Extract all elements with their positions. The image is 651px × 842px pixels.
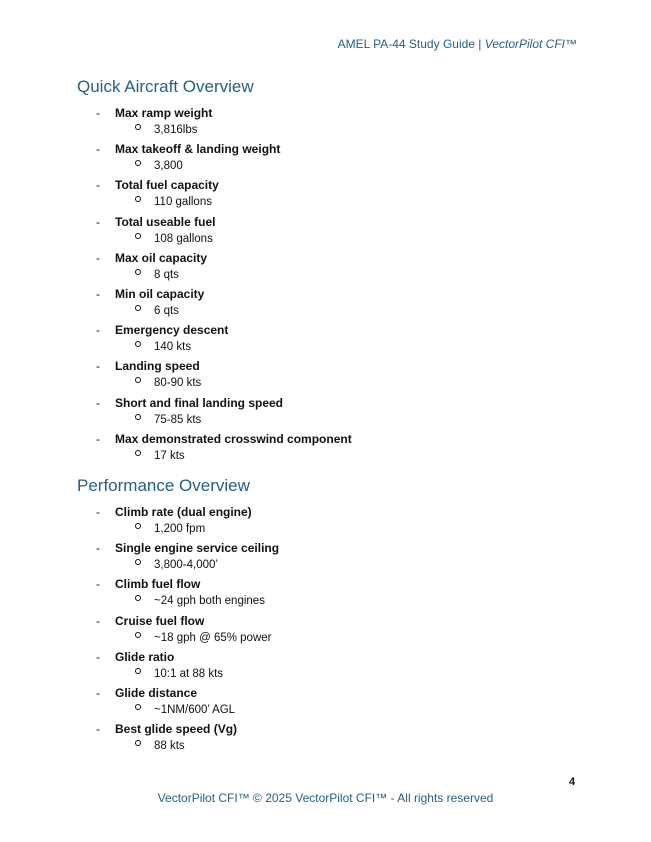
item-label: Max oil capacity: [115, 250, 208, 265]
circle-bullet-icon: [135, 124, 141, 130]
item-value: 1,200 fpm: [154, 523, 206, 535]
circle-bullet-icon: [135, 196, 141, 202]
dash-bullet: -: [96, 649, 100, 664]
item-value: ~24 gph both engines: [154, 595, 265, 608]
item-value: 75-85 kts: [154, 413, 202, 426]
dash-bullet: -: [96, 685, 100, 700]
item-label: Total fuel capacity: [115, 178, 219, 193]
dash-bullet: -: [96, 395, 100, 410]
dash-bullet: -: [96, 250, 100, 265]
dash-bullet: -: [96, 613, 100, 628]
item-value: 17 kts: [154, 449, 185, 462]
item-value: 140 kts: [154, 341, 192, 354]
header-brand: VectorPilot CFI™: [484, 37, 577, 51]
item-label: Glide distance: [115, 685, 198, 700]
item-value: 80-90 kts: [154, 377, 202, 390]
circle-bullet-icon: [135, 559, 141, 565]
page-header: [338, 37, 577, 51]
item-value: 8 qts: [154, 268, 179, 281]
item-value: ~18 gph @ 65% power: [154, 631, 272, 644]
circle-bullet-icon: [135, 704, 141, 710]
page-number: 4: [569, 776, 576, 788]
dash-bullet: -: [96, 505, 100, 519]
item-label: Climb fuel flow: [115, 577, 201, 592]
header-title: AMEL PA-44 Study Guide |: [337, 37, 485, 51]
circle-bullet-icon: [135, 269, 141, 275]
page-footer: VectorPilot CFI™ © 2025 VectorPilot CFI™ - All rights reserved: [157, 791, 494, 805]
item-value: 108 gallons: [154, 232, 213, 245]
item-label: Max demonstrated crosswind component: [115, 431, 352, 446]
item-value: 3,816lbs: [154, 124, 198, 136]
item-value: 3,800-4,000’: [154, 559, 218, 572]
item-value: 10:1 at 88 kts: [154, 667, 224, 680]
item-label: Max takeoff & landing weight: [115, 142, 281, 157]
circle-bullet-icon: [135, 160, 141, 166]
item-label: Total useable fuel: [115, 214, 216, 229]
circle-bullet-icon: [135, 450, 141, 456]
circle-bullet-icon: [135, 668, 141, 674]
item-label: Emergency descent: [115, 323, 229, 338]
circle-bullet-icon: [135, 595, 141, 601]
circle-bullet-icon: [135, 233, 141, 239]
circle-bullet-icon: [135, 305, 141, 311]
section-title-performance-overview: Performance Overview: [77, 476, 250, 495]
circle-bullet-icon: [135, 523, 141, 529]
dash-bullet: -: [96, 142, 100, 157]
dash-bullet: -: [96, 722, 100, 737]
item-label: Cruise fuel flow: [115, 613, 205, 628]
dash-bullet: -: [96, 178, 100, 193]
dash-bullet: -: [96, 214, 100, 229]
circle-bullet-icon: [135, 377, 141, 383]
dash-bullet: -: [96, 286, 100, 301]
dash-bullet: -: [96, 577, 100, 592]
dash-bullet: -: [96, 541, 100, 556]
circle-bullet-icon: [135, 341, 141, 347]
dash-bullet: -: [96, 359, 100, 374]
dash-bullet: -: [96, 323, 100, 338]
item-label: Climb rate (dual engine): [115, 505, 252, 519]
item-label: Landing speed: [115, 359, 200, 374]
dash-bullet: -: [96, 431, 100, 446]
item-value: 3,800: [154, 160, 183, 173]
item-label: Short and final landing speed: [115, 395, 284, 410]
item-label: Best glide speed (Vg): [115, 722, 238, 737]
item-label: Min oil capacity: [115, 286, 205, 301]
item-value: 88 kts: [154, 740, 185, 753]
item-value: 110 gallons: [154, 196, 212, 209]
item-value: 6 qts: [154, 304, 179, 317]
circle-bullet-icon: [135, 740, 141, 746]
item-label: Single engine service ceiling: [115, 541, 280, 556]
item-label: Max ramp weight: [115, 106, 213, 120]
circle-bullet-icon: [135, 414, 141, 420]
section-title-quick-aircraft-overview: Quick Aircraft Overview: [77, 77, 254, 96]
dash-bullet: -: [96, 106, 100, 120]
item-value: ~1NM/600’ AGL: [154, 703, 236, 716]
item-label: Glide ratio: [115, 649, 175, 664]
circle-bullet-icon: [135, 632, 141, 638]
